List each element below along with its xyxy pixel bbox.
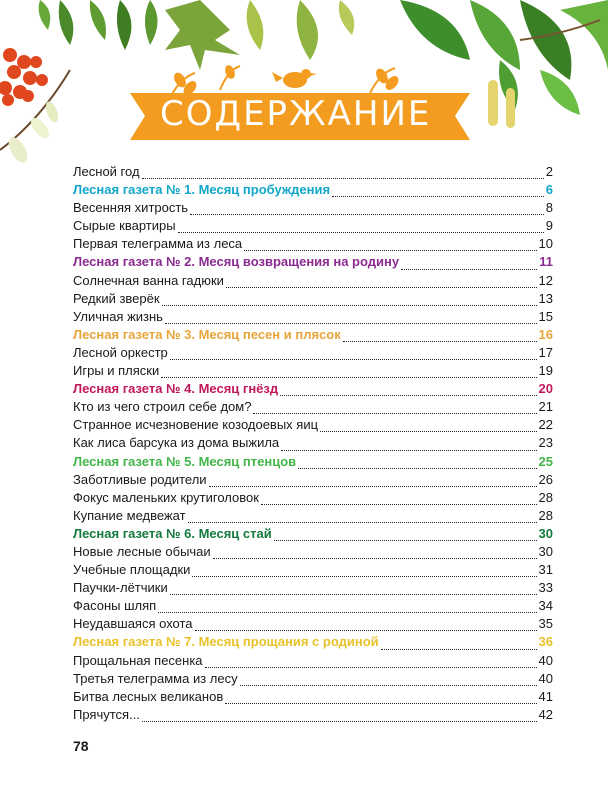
toc-entry-page: 30	[538, 543, 553, 559]
toc-entry-title: Игры и пляски	[73, 363, 160, 379]
toc-dot-leader	[401, 269, 537, 270]
toc-entry-title: Уличная жизнь	[73, 308, 163, 324]
toc-dot-leader	[274, 540, 537, 541]
toc-entry-title: Лесная газета № 1. Месяц пробуждения	[73, 182, 331, 198]
toc-entry[interactable]	[73, 309, 553, 327]
table-of-contents	[73, 164, 553, 725]
toc-entry-page: 9	[545, 218, 553, 234]
toc-entry-title: Лесной оркестр	[73, 344, 168, 360]
toc-entry-title: Весенняя хитрость	[73, 200, 189, 216]
toc-dot-leader	[205, 667, 537, 668]
toc-entry-page: 35	[538, 616, 553, 632]
page-number: 78	[73, 738, 89, 754]
toc-entry[interactable]	[73, 345, 553, 363]
toc-section-heading[interactable]	[73, 381, 553, 399]
page-title: СОДЕРЖАНИЕ	[160, 94, 432, 134]
toc-section-heading[interactable]	[73, 634, 553, 652]
toc-dot-leader	[244, 250, 536, 251]
toc-entry[interactable]	[73, 598, 553, 616]
toc-dot-leader	[161, 377, 536, 378]
toc-entry-title: Прощальная песенка	[73, 652, 203, 668]
toc-dot-leader	[158, 612, 536, 613]
toc-entry-title: Солнечная ванна гадюки	[73, 272, 224, 288]
toc-dot-leader	[162, 305, 537, 306]
toc-entry[interactable]	[73, 399, 553, 417]
toc-entry[interactable]	[73, 363, 553, 381]
toc-dot-leader	[213, 558, 537, 559]
toc-entry[interactable]	[73, 273, 553, 291]
toc-entry-title: Кто из чего строил себе дом?	[73, 399, 252, 415]
toc-dot-leader	[298, 468, 536, 469]
toc-entry-title: Битва лесных великанов	[73, 688, 224, 704]
toc-dot-leader	[190, 214, 544, 215]
toc-entry[interactable]	[73, 417, 553, 435]
toc-entry-page: 11	[539, 254, 553, 270]
toc-entry-page: 28	[538, 489, 553, 505]
toc-entry-title: Заботливые родители	[73, 471, 207, 487]
toc-entry-page: 42	[538, 706, 553, 722]
toc-dot-leader	[188, 522, 537, 523]
toc-entry[interactable]	[73, 472, 553, 490]
toc-entry-page: 33	[538, 580, 553, 596]
toc-dot-leader	[381, 649, 537, 650]
toc-dot-leader	[320, 431, 536, 432]
toc-section-heading[interactable]	[73, 327, 553, 345]
toc-dot-leader	[261, 504, 537, 505]
toc-dot-leader	[195, 630, 537, 631]
toc-entry-page: 30	[538, 525, 553, 541]
toc-entry-page: 22	[538, 417, 553, 433]
toc-entry-page: 6	[545, 182, 553, 198]
toc-section-heading[interactable]	[73, 254, 553, 272]
toc-entry-page: 34	[538, 598, 553, 614]
toc-entry-page: 16	[538, 326, 553, 342]
rowan-berries-icon	[0, 48, 48, 106]
toc-entry-page: 15	[538, 308, 553, 324]
toc-entry-title: Лесная газета № 2. Месяц возвращения на родину	[73, 254, 400, 270]
toc-dot-leader	[165, 323, 537, 324]
toc-entry-title: Лесная газета № 7. Месяц прощания с родиной	[73, 634, 379, 650]
toc-entry-title: Странное исчезновение козодоевых яиц	[73, 417, 319, 433]
toc-entry[interactable]	[73, 562, 553, 580]
toc-entry-page: 25	[538, 453, 553, 469]
toc-entry-title: Лесная газета № 5. Месяц птенцов	[73, 453, 297, 469]
toc-entry-page: 20	[538, 381, 553, 397]
toc-entry-title: Как лиса барсука из дома выжила	[73, 435, 280, 451]
toc-entry[interactable]	[73, 671, 553, 689]
toc-dot-leader	[170, 594, 537, 595]
toc-entry-page: 28	[538, 507, 553, 523]
toc-entry[interactable]	[73, 218, 553, 236]
toc-entry[interactable]	[73, 490, 553, 508]
toc-dot-leader	[343, 341, 537, 342]
rowan-leaves-icon	[39, 0, 158, 50]
toc-entry[interactable]	[73, 291, 553, 309]
toc-entry-title: Лесная газета № 4. Месяц гнёзд	[73, 381, 279, 397]
toc-entry[interactable]	[73, 200, 553, 218]
toc-entry-title: Новые лесные обычаи	[73, 543, 211, 559]
toc-dot-leader	[178, 232, 544, 233]
toc-dot-leader	[142, 721, 537, 722]
toc-entry[interactable]	[73, 544, 553, 562]
toc-entry-page: 19	[538, 363, 553, 379]
toc-entry-page: 36	[538, 634, 553, 650]
toc-entry-page: 21	[538, 399, 553, 415]
toc-entry-title: Фокус маленьких крутиголовок	[73, 489, 259, 505]
toc-dot-leader	[209, 486, 537, 487]
toc-entry-title: Лесной год	[73, 164, 140, 179]
toc-section-heading[interactable]	[73, 182, 553, 200]
toc-entry-page: 26	[538, 471, 553, 487]
toc-entry-page: 13	[538, 290, 553, 306]
toc-entry-page: 17	[538, 344, 553, 360]
toc-dot-leader	[240, 685, 537, 686]
toc-entry-title: Учебные площадки	[73, 562, 191, 578]
toc-entry-page: 12	[538, 272, 553, 288]
toc-entry[interactable]	[73, 689, 553, 707]
toc-entry-title: Паучки-лётчики	[73, 580, 168, 596]
toc-entry-page: 40	[538, 670, 553, 686]
toc-entry-title: Неудавшаяся охота	[73, 616, 193, 632]
toc-entry-title: Сырые квартиры	[73, 218, 176, 234]
toc-entry-page: 31	[538, 562, 553, 578]
toc-entry[interactable]	[73, 236, 553, 254]
toc-entry-page: 41	[538, 688, 553, 704]
toc-entry-page: 10	[538, 236, 553, 252]
toc-entry-page: 23	[538, 435, 553, 451]
toc-entry[interactable]	[73, 508, 553, 526]
toc-entry-page: 2	[545, 164, 553, 179]
toc-entry-title: Купание медвежат	[73, 507, 186, 523]
toc-dot-leader	[142, 178, 544, 179]
toc-entry-title: Лесная газета № 6. Месяц стай	[73, 525, 272, 541]
toc-entry[interactable]	[73, 580, 553, 598]
toc-section-heading[interactable]	[73, 526, 553, 544]
toc-entry[interactable]	[73, 653, 553, 671]
toc-entry-title: Прячутся...	[73, 706, 140, 722]
toc-dot-leader	[225, 703, 536, 704]
toc-dot-leader	[170, 359, 537, 360]
toc-dot-leader	[332, 196, 544, 197]
toc-entry-title: Фасоны шляп	[73, 598, 157, 614]
toc-dot-leader	[192, 576, 536, 577]
toc-dot-leader	[281, 450, 536, 451]
toc-entry-title: Первая телеграмма из леса	[73, 236, 243, 252]
toc-entry[interactable]	[73, 435, 553, 453]
toc-section-heading[interactable]	[73, 454, 553, 472]
toc-dot-leader	[280, 395, 536, 396]
toc-entry-title: Лесная газета № 3. Месяц песен и плясок	[73, 326, 341, 342]
toc-entry-title: Редкий зверёк	[73, 290, 160, 306]
toc-entry[interactable]	[73, 616, 553, 634]
toc-entry[interactable]	[73, 164, 553, 182]
toc-entry-page: 8	[545, 200, 553, 216]
toc-entry-title: Третья телеграмма из лесу	[73, 670, 238, 686]
toc-entry-page: 40	[538, 652, 553, 668]
toc-entry[interactable]	[73, 707, 553, 725]
toc-dot-leader	[226, 287, 537, 288]
toc-dot-leader	[253, 413, 536, 414]
